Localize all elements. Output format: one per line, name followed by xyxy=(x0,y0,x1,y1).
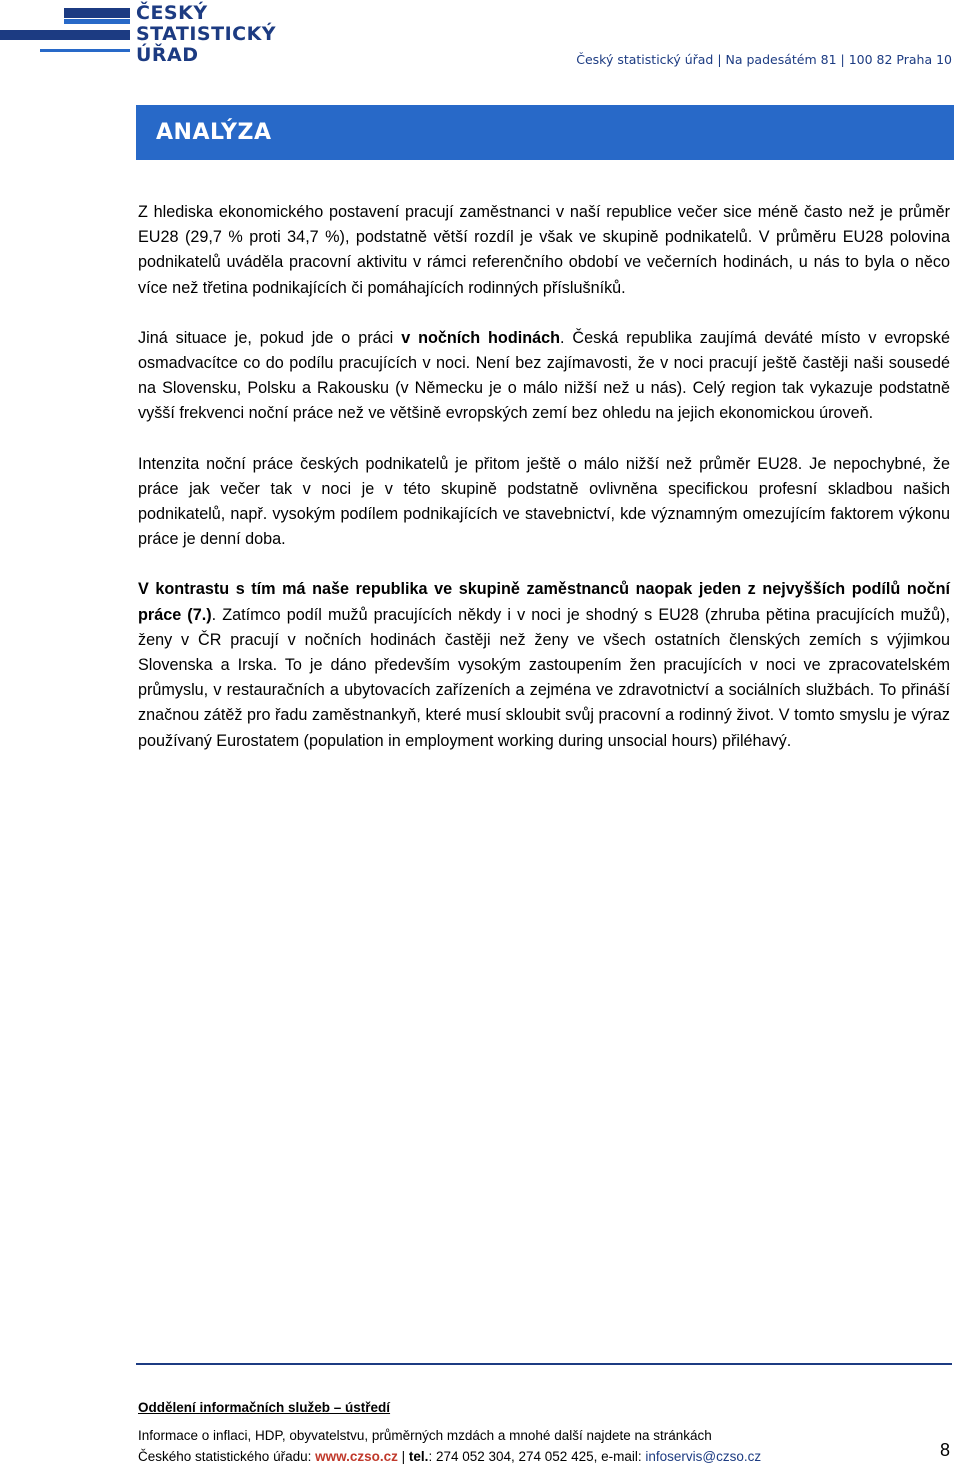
header-address: Český statistický úřad | Na padesátém 81 | 100 82 Praha 10 xyxy=(576,52,952,67)
tel-value: : 274 052 304, 274 052 425, e-mail: xyxy=(428,1449,646,1464)
footer-divider xyxy=(136,1363,952,1365)
footer-department xyxy=(138,1400,950,1415)
logo-wordmark xyxy=(136,3,276,66)
logo-stripes-icon xyxy=(0,0,132,52)
logo-line-2: STATISTICKÝ xyxy=(136,23,277,45)
email-link[interactable]: infoservis@czso.cz xyxy=(645,1449,762,1464)
website-link[interactable]: www.czso.cz xyxy=(315,1449,398,1464)
footer-department-label: Oddělení informačních služeb – ústředí xyxy=(138,1400,391,1415)
footer-contact-line xyxy=(138,1446,950,1467)
footer-separator: | xyxy=(401,1449,409,1464)
banner-title: ANALÝZA xyxy=(156,120,272,145)
text-segment: Jiná situace je, pokud jde o práci xyxy=(138,328,402,347)
text-segment: . Zatímco podíl mužů pracujících někdy i v noci je shodný s EU28 (zhruba pětina pracujících mužů), ženy v ČR pracují v nočních hodinách častěji než ženy ve všech ostatních členských zemích s výjimkou Slovenska a Irska. To je dáno především vysokým zastoupením žen pracujících v noci ve zpracovatelském průmyslu, v restauračních a ubytovacích zařízeních a zejména ve zdravotnictví a sociálních službách. To přináší značnou zátěž pro řadu zaměstnankyň, které musí skloubit svůj pracovní a rodinný život. V tomto smyslu je výraz používaný Eurostatem (population in employment working during unsocial hours) přiléhavý. xyxy=(138,605,950,750)
section-banner xyxy=(136,105,954,160)
text-segment: Intenzita noční práce českých podnikatelů je přitom ještě o málo nižší než průměr EU28. Je nepochybné, že práce jak večer tak v noci je v této skupině podstatně ovlivněna specifickou profesní skladbou našich podnikatelů, např. vysokým podílem podnikajících ve stavebnictví, kde významným omezujícím faktorem výkonu práce je denní doba. xyxy=(138,454,950,549)
logo-line-3: ÚŘAD xyxy=(136,44,199,66)
tel-label: tel. xyxy=(408,1449,429,1464)
csu-logo xyxy=(0,0,277,72)
article-body xyxy=(138,200,950,779)
logo-line-1: ČESKÝ xyxy=(136,2,208,24)
bold-text-segment: V kontrastu s tím má naše republika ve skupině zaměstnanců naopak jeden z nejvyšších podílů noční práce (7.) xyxy=(138,580,950,624)
paragraph xyxy=(138,577,950,753)
paragraph xyxy=(138,200,950,301)
page-number: 8 xyxy=(939,1440,950,1460)
footer-contact-prefix: Českého statistického úřadu: xyxy=(138,1449,316,1464)
paragraph xyxy=(138,326,950,427)
bold-text-segment: v nočních hodinách xyxy=(401,328,560,347)
footer xyxy=(138,1400,950,1467)
footer-info-line: Informace o inflaci, HDP, obyvatelstvu, průměrných mzdách a mnohé další najdete na stránkách xyxy=(138,1428,712,1443)
text-segment: Z hlediska ekonomického postavení pracují zaměstnanci v naší republice večer sice méně často než je průměr EU28 (29,7 % proti 34,7 %), podstatně větší rozdíl je však ve skupině podnikatelů. V průměru EU28 polovina podnikatelů uváděla pracovní aktivitu v rámci referenčního období ve večerních hodinách, u nás to byla o něco více než třetina podnikajících či pomáhajících rodinných příslušníků. xyxy=(138,203,950,297)
paragraph xyxy=(138,452,950,553)
text-segment: . Česká republika zaujímá deváté místo v evropské osmadvacítce co do podílu pracujících v noci. Není bez zajímavosti, že v noci pracují ještě častěji naši sousedé na Slovensku, Polsku a Rakousku (v Německu je o málo nižší než u nás). Celý region tak vykazuje podstatně vyšší frekvenci noční práce než ve většině evropských zemí bez ohledu na jejich ekonomickou úroveň. xyxy=(138,328,951,423)
